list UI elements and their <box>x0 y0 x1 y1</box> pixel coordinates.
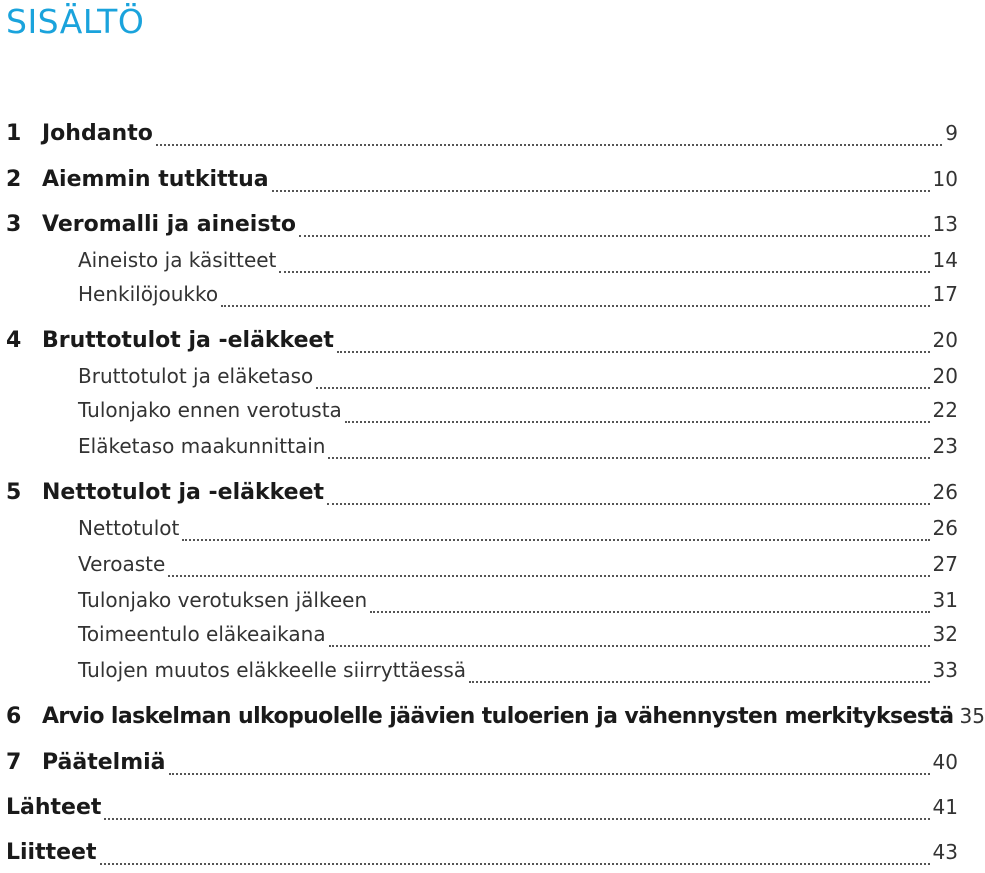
dot-leader <box>337 351 930 353</box>
toc-subentry-bruttotulot[interactable] <box>0 364 958 396</box>
dot-leader <box>299 235 930 237</box>
toc-entry-label: Aineisto ja käsitteet <box>78 248 277 272</box>
toc-entry-number: 2 <box>6 167 22 192</box>
toc-entry-page: 10 <box>932 167 958 191</box>
dot-leader <box>168 575 929 577</box>
toc-subentry-elaketaso[interactable] <box>0 434 958 466</box>
toc-entry-3[interactable] <box>0 212 958 244</box>
toc-entry-label: Nettotulot <box>78 516 180 540</box>
dot-leader <box>327 503 930 505</box>
toc-entry-label: Arvio laskelman ulkopuolelle jäävien tuloerien ja vähennysten merkityksestä <box>42 704 954 729</box>
dot-leader <box>272 190 930 192</box>
toc-entry-page: 35 <box>959 704 985 728</box>
toc-entry-liitteet[interactable] <box>0 840 958 872</box>
toc-entry-page: 33 <box>932 658 958 682</box>
dot-leader <box>221 305 929 307</box>
toc-subentry-veroaste[interactable] <box>0 552 958 584</box>
toc-subentry-henkilojoukko[interactable] <box>0 282 958 314</box>
toc-entry-page: 26 <box>932 480 958 504</box>
toc-entry-page: 26 <box>932 516 958 540</box>
dot-leader <box>316 387 929 389</box>
toc-entry-label: Bruttotulot ja -eläkkeet <box>42 328 334 353</box>
toc-entry-page: 41 <box>932 795 958 819</box>
toc-entry-label: Bruttotulot ja eläketaso <box>78 364 314 388</box>
toc-entry-page: 14 <box>932 248 958 272</box>
dot-leader <box>370 611 929 613</box>
toc-entry-5[interactable] <box>0 480 958 512</box>
toc-entry-number: 3 <box>6 212 22 237</box>
toc-entry-page: 43 <box>932 840 958 864</box>
toc-entry-number: 1 <box>6 121 22 146</box>
toc-subentry-tulonjako-jalkeen[interactable] <box>0 588 958 620</box>
toc-entry-label: Tulonjako verotuksen jälkeen <box>78 588 368 612</box>
toc-entry-label: Veromalli ja aineisto <box>42 212 297 237</box>
toc-entry-number: 5 <box>6 480 22 505</box>
toc-entry-page: 23 <box>932 434 958 458</box>
dot-leader <box>156 144 942 146</box>
toc-entry-label: Toimeentulo eläkeaikana <box>78 622 326 646</box>
toc-entry-label: Henkilöjoukko <box>78 282 219 306</box>
toc-entry-page: 20 <box>932 364 958 388</box>
toc-entry-page: 20 <box>932 328 958 352</box>
toc-entry-label: Tulojen muutos eläkkeelle siirryttäessä <box>78 658 466 682</box>
toc-subentry-aineisto[interactable] <box>0 248 958 280</box>
toc-entry-page: 40 <box>932 750 958 774</box>
toc-entry-label: Liitteet <box>6 840 97 865</box>
toc-entry-label: Päätelmiä <box>42 750 166 775</box>
toc-entry-7[interactable] <box>0 750 958 782</box>
toc-entry-lahteet[interactable] <box>0 795 958 827</box>
dot-leader <box>169 773 930 775</box>
toc-entry-number: 7 <box>6 750 22 775</box>
dot-leader <box>469 681 930 683</box>
toc-entry-page: 17 <box>932 282 958 306</box>
toc-entry-page: 27 <box>932 552 958 576</box>
toc-subentry-tulonjako-ennen[interactable] <box>0 398 958 430</box>
dot-leader <box>345 421 930 423</box>
dot-leader <box>279 271 929 273</box>
toc-entry-number: 4 <box>6 328 22 353</box>
page-title: SISÄLTÖ <box>6 2 145 41</box>
toc-entry-label: Johdanto <box>42 121 153 146</box>
toc-subentry-tulojen-muutos[interactable] <box>0 658 958 690</box>
toc-entry-label: Veroaste <box>78 552 166 576</box>
dot-leader <box>329 645 930 647</box>
toc-entry-label: Lähteet <box>6 795 102 820</box>
dot-leader <box>100 863 930 865</box>
toc-entry-number: 6 <box>6 704 22 729</box>
dot-leader <box>182 539 929 541</box>
dot-leader <box>104 818 929 820</box>
toc-entry-6[interactable] <box>0 704 985 736</box>
toc-entry-label: Tulonjako ennen verotusta <box>78 398 342 422</box>
toc-entry-1[interactable] <box>0 121 958 153</box>
toc-subentry-nettotulot[interactable] <box>0 516 958 548</box>
toc-entry-2[interactable] <box>0 167 958 199</box>
toc-entry-page: 13 <box>932 212 958 236</box>
toc-entry-page: 22 <box>932 398 958 422</box>
dot-leader <box>328 457 929 459</box>
toc-entry-page: 9 <box>945 121 958 145</box>
toc-entry-page: 31 <box>932 588 958 612</box>
toc-entry-label: Nettotulot ja -eläkkeet <box>42 480 325 505</box>
toc-entry-page: 32 <box>932 622 958 646</box>
toc-subentry-toimeentulo[interactable] <box>0 622 958 654</box>
toc-entry-label: Aiemmin tutkittua <box>42 167 269 192</box>
toc-entry-label: Eläketaso maakunnittain <box>78 434 326 458</box>
toc-entry-4[interactable] <box>0 328 958 360</box>
